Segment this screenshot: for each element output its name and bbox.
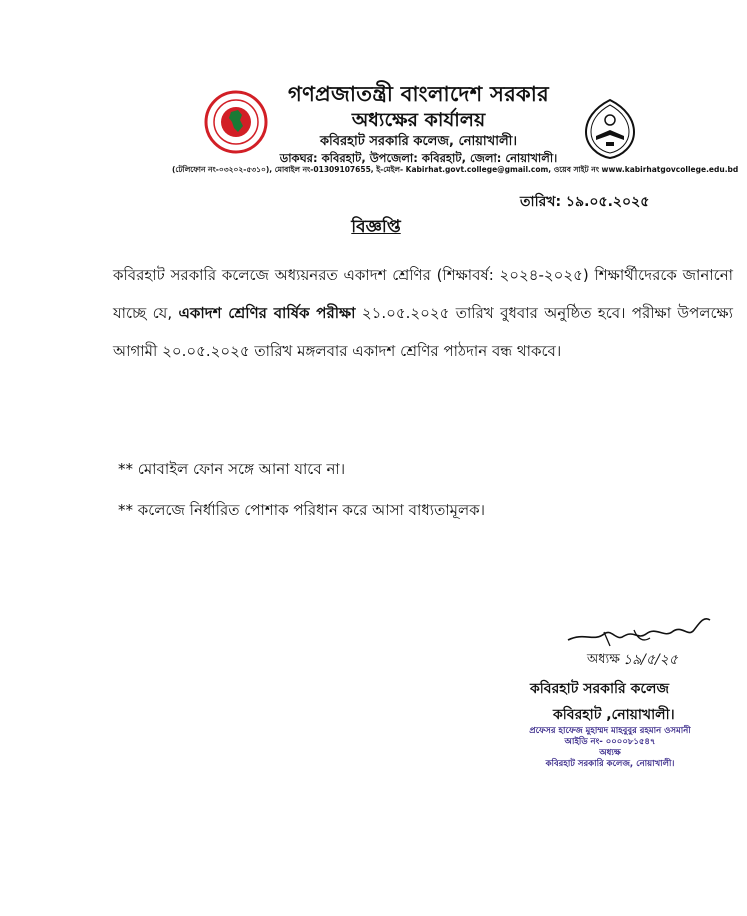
address-line: ডাকঘর: কবিরহাট, উপজেলা: কবিরহাট, জেলা: নোয়াখালী। bbox=[279, 151, 558, 165]
stamp-institution: কবিরহাট সরকারি কলেজ, নোয়াখালী। bbox=[545, 759, 675, 769]
signature-designation: অধ্যক্ষ bbox=[587, 652, 620, 667]
body-part-1: কবিরহাট সরকারি কলেজে অধ্যয়নরত একাদশ শ্রেণির (শিক্ষাবর্ষ: ২০২৪-২০২৫) শিক্ষার্থীদেরকে জানানো যাচ্ছে যে, bbox=[113, 266, 733, 322]
body-part-2: ২১.০৫.২০২৫ তারিখ বুধবার অনুষ্ঠিত হবে। পরীক্ষা উপলক্ষ্যে আগামী ২০.০৫.২০২৫ তারিখ মঙ্গলবার একাদশ শ্রেণির পাঠদান বন্ধ থাকবে। bbox=[113, 304, 734, 360]
notice-title: বিজ্ঞপ্তি bbox=[351, 217, 401, 237]
body-emphasis: একাদশ শ্রেণির বার্ষিক পরীক্ষা bbox=[178, 304, 356, 322]
office-heading: অধ্যক্ষের কার্যালয় bbox=[351, 109, 486, 131]
principal-stamp bbox=[520, 726, 700, 770]
signature-institution: কবিরহাট সরকারি কলেজ bbox=[530, 681, 669, 697]
stamp-id: আইডি নং- ০০০০৮১৫৪৭ bbox=[564, 737, 656, 747]
stamp-title: অধ্যক্ষ bbox=[599, 748, 621, 758]
government-heading: গণপ্রজাতন্ত্রী বাংলাদেশ সরকার bbox=[288, 82, 549, 106]
note-uniform: ** কলেজে নির্ধারিত পোশাক পরিধান করে আসা বাধ্যতামূলক। bbox=[118, 501, 486, 519]
college-logo bbox=[582, 98, 638, 160]
notice-date: তারিখ: ১৯.০৫.২০২৫ bbox=[520, 194, 650, 210]
stamp-name: প্রফেসর হাফেজ মুহাম্মদ মাহবুবুর রহমান ওসমানী bbox=[529, 726, 691, 736]
institution-heading: কবিরহাট সরকারি কলেজ, নোয়াখালী। bbox=[319, 134, 518, 149]
note-mobile: ** মোবাইল ফোন সঙ্গে আনা যাবে না। bbox=[118, 460, 346, 478]
contact-line: (টেলিফোন নং-০৩২০২-৫৩১০), মোবাইল নং-01309107655, ই-মেইল- Kabirhat.govt.college@gmail.com, ওয়েব সাইট নং www.kabirhatgovcollege.edu.bd bbox=[172, 165, 739, 174]
signature-date: ১৯/৫/২৫ bbox=[623, 652, 678, 668]
notice-body bbox=[113, 256, 733, 370]
signature-location: কবিরহাট ,নোয়াখালী। bbox=[553, 707, 675, 723]
